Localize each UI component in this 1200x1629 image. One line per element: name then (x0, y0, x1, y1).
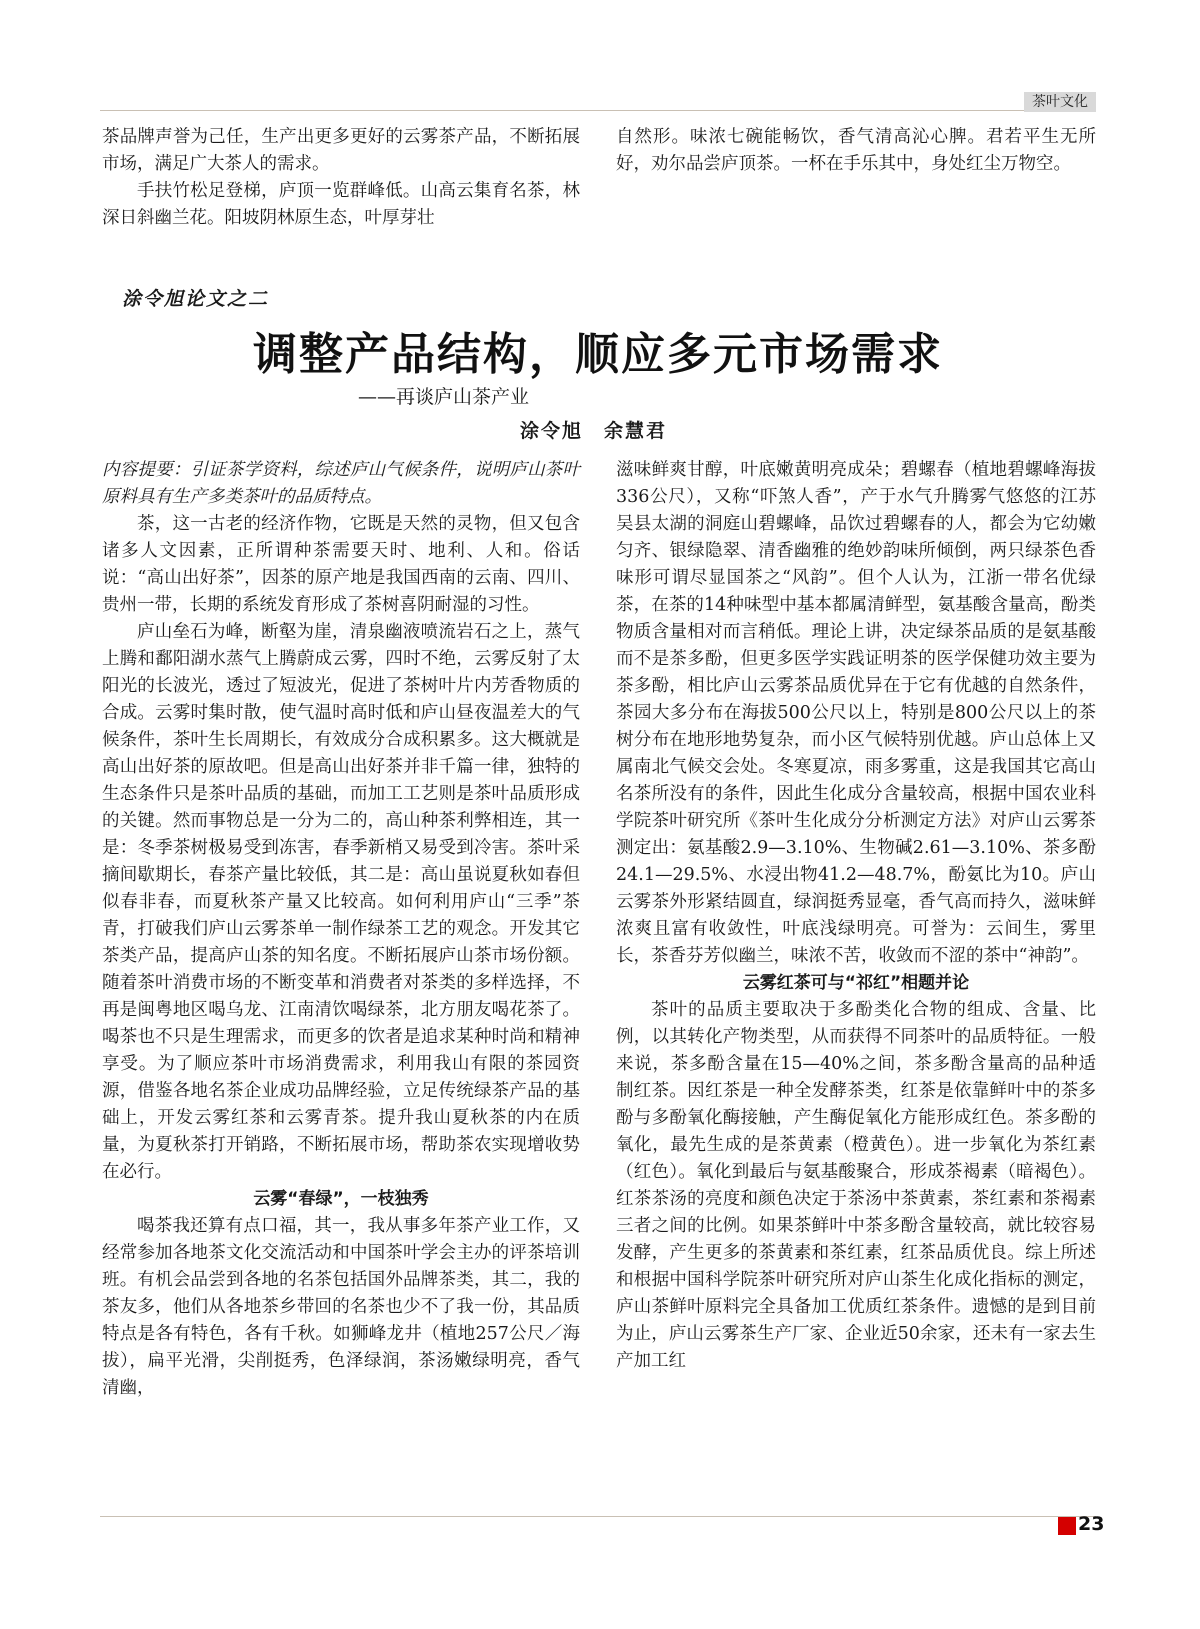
paragraph: 滋味鲜爽甘醇，叶底嫩黄明亮成朵；碧螺春（植地碧螺峰海拔336公尺），又称“吓煞人香”，产于水气升腾雾气悠悠的江苏吴县太湖的洞庭山碧螺峰，品饮过碧螺春的人，都会为它幼嫩匀齐、银绿隐翠、清香幽雅的绝妙韵味所倾倒，两只绿茶色香味形可谓尽显国茶之“风韵”。但个人认为，江浙一带名优绿茶，在茶的14种味型中基本都属清鲜型，氨基酸含量高，酚类物质含量相对而言稍低。理论上讲，决定绿茶品质的是氨基酸而不是茶多酚，但更多医学实践证明茶的医学保健功效主要为茶多酚，相比庐山云雾茶品质优异在于它有优越的自然条件，茶园大多分布在海拔500公尺以上，特别是800公尺以上的茶树分布在地形地势复杂，而小区气候特别优越。庐山总体上又属南北气候交会处。冬寒夏凉，雨多雾重，这是我国其它高山名茶所没有的条件，因此生化成分含量较高，根据中国农业科学院茶叶研究所《茶叶生化成分分析测定方法》对庐山云雾茶测定出：氨基酸2.9—3.10%、生物碱2.61—3.10%、茶多酚24.1—29.5%、水浸出物41.2—48.7%，酚氨比为10。庐山云雾茶外形紧结圆直，绿润挺秀显毫，香气高而持久，滋味鲜浓爽且富有收敛性，叶底浅绿明亮。可誉为：云间生，雾里长，茶香芬芳似幽兰，味浓不苦，收敛而不涩的茶中“神韵”。 (616, 460, 1096, 966)
header-rule (100, 110, 1096, 111)
footer-rule (100, 1516, 1096, 1517)
article-title: 调整产品结构，顺应多元市场需求 (253, 329, 943, 380)
article-right-column (616, 457, 1096, 1375)
series-label: 涂令旭论文之二 (122, 288, 270, 310)
paragraph: 茶，这一古老的经济作物，它既是天然的灵物，但又包含诸多人文因素，正所谓种茶需要天时、地利、人和。俗话说：“高山出好茶”，因茶的原产地是我国西南的云南、四川、贵州一带，长期的系统发育形成了茶树喜阴耐湿的习性。 (102, 514, 580, 615)
article-left-column (102, 457, 580, 1402)
prev-paragraph: 手扶竹松足登梯，庐顶一览群峰低。山高云集育名茶，林深日斜幽兰花。阳坡阴林原生态，叶厚芽壮 (102, 181, 580, 228)
prev-article-left-column (102, 124, 580, 232)
page-number: 23 (1078, 1513, 1105, 1535)
paragraph: 庐山垒石为峰，断壑为崖，清泉幽液喷流岩石之上，蒸气上腾和鄱阳湖水蒸气上腾蔚成云雾，四时不绝，云雾反射了太阳光的长波光，透过了短波光，促进了茶树叶片内芳香物质的合成。云雾时集时散，使气温时高时低和庐山昼夜温差大的气候条件，茶叶生长周期长，有效成分合成积累多。这大概就是高山出好茶的原故吧。但是高山出好茶并非千篇一律，独特的生态条件只是茶叶品质的基础，而加工工艺则是茶叶品质形成的关键。然而事物总是一分为二的，高山种茶利弊相连，其一是：冬季茶树极易受到冻害，春季新梢又易受到冷害。茶叶采摘间歇期长，春茶产量比较低，其二是：高山虽说夏秋如春但似春非春，而夏秋茶产量又比较高。如何利用庐山“三季”茶青，打破我们庐山云雾茶单一制作绿茶工艺的观念。开发其它茶类产品，提高庐山茶的知名度。不断拓展庐山茶市场份额。随着茶叶消费市场的不断变革和消费者对茶类的多样选择，不再是闽粤地区喝乌龙、江南清饮喝绿茶，北方朋友喝花茶了。喝茶也不只是生理需求，而更多的饮者是追求某种时尚和精神享受。为了顺应茶叶市场消费需求，利用我山有限的茶园资源，借鉴各地名茶企业成功品牌经验，立足传统绿茶产品的基础上，开发云雾红茶和云雾青茶。提升我山夏秋茶的内在质量，为夏秋茶打开销路，不断拓展市场，帮助茶农实现增收势在必行。 (102, 622, 580, 1182)
abstract: 内容提要：引证茶学资料，综述庐山气候条件，说明庐山茶叶原料具有生产多类茶叶的品质特点。 (102, 460, 580, 507)
paragraph: 喝茶我还算有点口福，其一，我从事多年茶产业工作，又经常参加各地茶文化交流活动和中国茶叶学会主办的评茶培训班。有机会品尝到各地的名茶包括国外品牌茶类，其二，我的茶友多，他们从各地茶乡带回的名茶也少不了我一份，其品质特点是各有特色，各有千秋。如狮峰龙井（植地257公尺／海拔），扁平光滑，尖削挺秀，色泽绿润，茶汤嫩绿明亮，香气清幽， (102, 1216, 580, 1398)
article-authors: 涂令旭 余慧君 (520, 420, 668, 442)
paragraph: 茶叶的品质主要取决于多酚类化合物的组成、含量、比例，以其转化产物类型，从而获得不同茶叶的品质特征。一般来说，茶多酚含量在15—40%之间，茶多酚含量高的品种适制红茶。因红茶是一种全发酵茶类，红茶是依靠鲜叶中的茶多酚与多酚氧化酶接触，产生酶促氧化方能形成红色。茶多酚的氧化，最先生成的是茶黄素（橙黄色）。进一步氧化为茶红素（红色）。氧化到最后与氨基酸聚合，形成茶褐素（暗褐色）。红茶茶汤的亮度和颜色决定于茶汤中茶黄素，茶红素和茶褐素三者之间的比例。如果茶鲜叶中茶多酚含量较高，就比较容易发酵，产生更多的茶黄素和茶红素，红茶品质优良。综上所述和根据中国科学院茶叶研究所对庐山茶生化成化指标的测定，庐山茶鲜叶原料完全具备加工优质红茶条件。遗憾的是到目前为止，庐山云雾茶生产厂家、企业近50余家，还未有一家去生产加工红 (616, 1000, 1096, 1371)
prev-article-right-column (616, 124, 1096, 178)
article-subtitle: ——再谈庐山茶产业 (358, 386, 530, 408)
section-tag: 茶叶文化 (1024, 92, 1096, 112)
prev-paragraph: 茶品牌声誉为己任，生产出更多更好的云雾茶产品，不断拓展市场，满足广大茶人的需求。 (102, 127, 580, 174)
section-heading: 云雾“春绿”，一枝独秀 (253, 1189, 429, 1209)
section-heading: 云雾红茶可与“祁红”相题并论 (742, 973, 970, 993)
prev-paragraph: 自然形。味浓七碗能畅饮，香气清高沁心脾。君若平生无所好，劝尔品尝庐顶茶。一杯在手乐其中，身处红尘万物空。 (616, 127, 1096, 174)
page-marker-square (1058, 1517, 1076, 1535)
